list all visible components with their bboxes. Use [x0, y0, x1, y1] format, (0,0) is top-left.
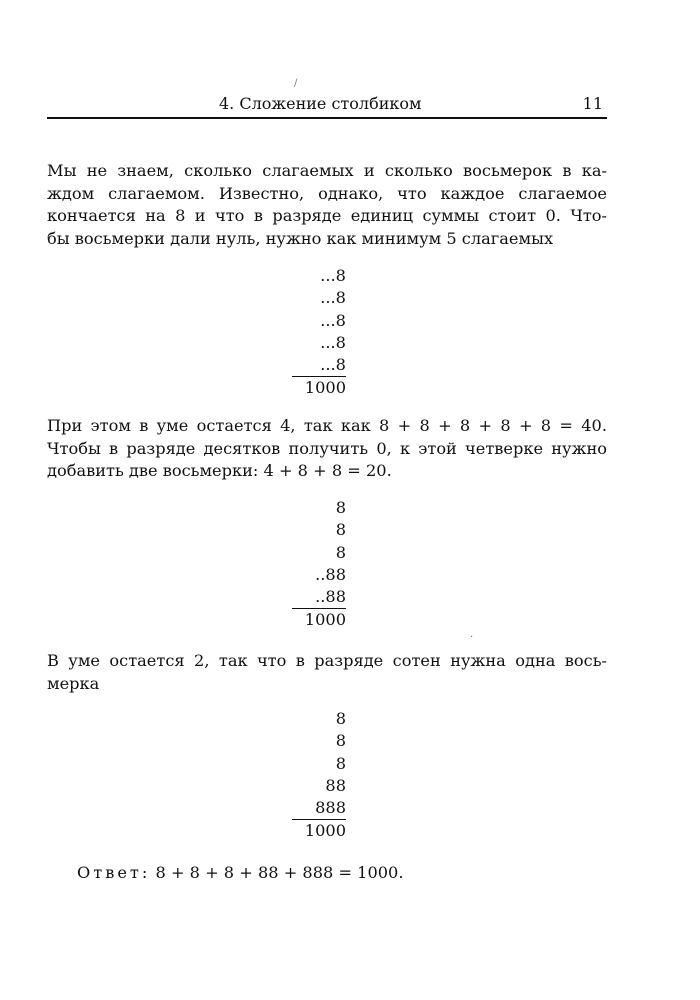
answer-expression: 8 + 8 + 8 + 88 + 888 = 1000. [155, 863, 404, 882]
addend: ...8 [320, 310, 346, 330]
addend: 8 [335, 731, 346, 751]
text-line: При этом в уме остается 4, так как 8 + 8 + 8 + 8 + 8 = 40. [47, 416, 607, 435]
addend: 8 [335, 709, 346, 728]
addend: ...8 [320, 266, 346, 285]
text-line: бы восьмерки дали нуль, нужно как минимум 5 слагаемых [47, 228, 554, 248]
addend: 8 [335, 542, 346, 562]
sum-value: 1000 [292, 376, 346, 399]
column-addition-2 [292, 497, 346, 632]
addend: ...8 [320, 288, 346, 308]
addend: 8 [335, 498, 346, 517]
addend: 8 [335, 753, 346, 773]
sum-value: 1000 [292, 608, 346, 631]
addend: 88 [325, 775, 346, 795]
addend: ..88 [315, 587, 346, 607]
paragraph-1 [47, 160, 607, 250]
scan-speck: · [470, 632, 474, 643]
text-line: ждом слагаемом. Известно, однако, что каждое слагаемое [47, 183, 607, 203]
paragraph-2 [47, 415, 607, 483]
addend: 8 [335, 520, 346, 540]
text-line: Чтобы в разряде десятков получить 0, к этой четверке нужно [47, 438, 607, 458]
text-line: Мы не знаем, сколько слагаемых и сколько восьмерок в ка- [47, 161, 607, 180]
answer-line [77, 862, 404, 884]
answer-label: Ответ: [77, 863, 151, 882]
scan-speck: / [294, 78, 298, 89]
text-line: добавить две восьмерки: 4 + 8 + 8 = 20. [47, 461, 392, 480]
running-header [47, 93, 607, 115]
column-addition-1 [292, 265, 346, 400]
page-number: 11 [582, 94, 603, 113]
column-addition-3 [292, 708, 346, 843]
text-line: мерка [47, 673, 100, 693]
header-rule [47, 117, 607, 119]
addend: 888 [315, 798, 346, 818]
addend: ...8 [320, 355, 346, 375]
section-title: 4. Сложение столбиком [219, 94, 422, 113]
sum-value: 1000 [292, 819, 346, 842]
addend: ...8 [320, 332, 346, 352]
text-line: кончается на 8 и что в разряде единиц суммы стоит 0. Что- [47, 206, 607, 225]
addend: ..88 [315, 564, 346, 584]
paragraph-3 [47, 650, 607, 695]
text-line: В уме остается 2, так что в разряде сотен нужна одна вось- [47, 651, 607, 670]
